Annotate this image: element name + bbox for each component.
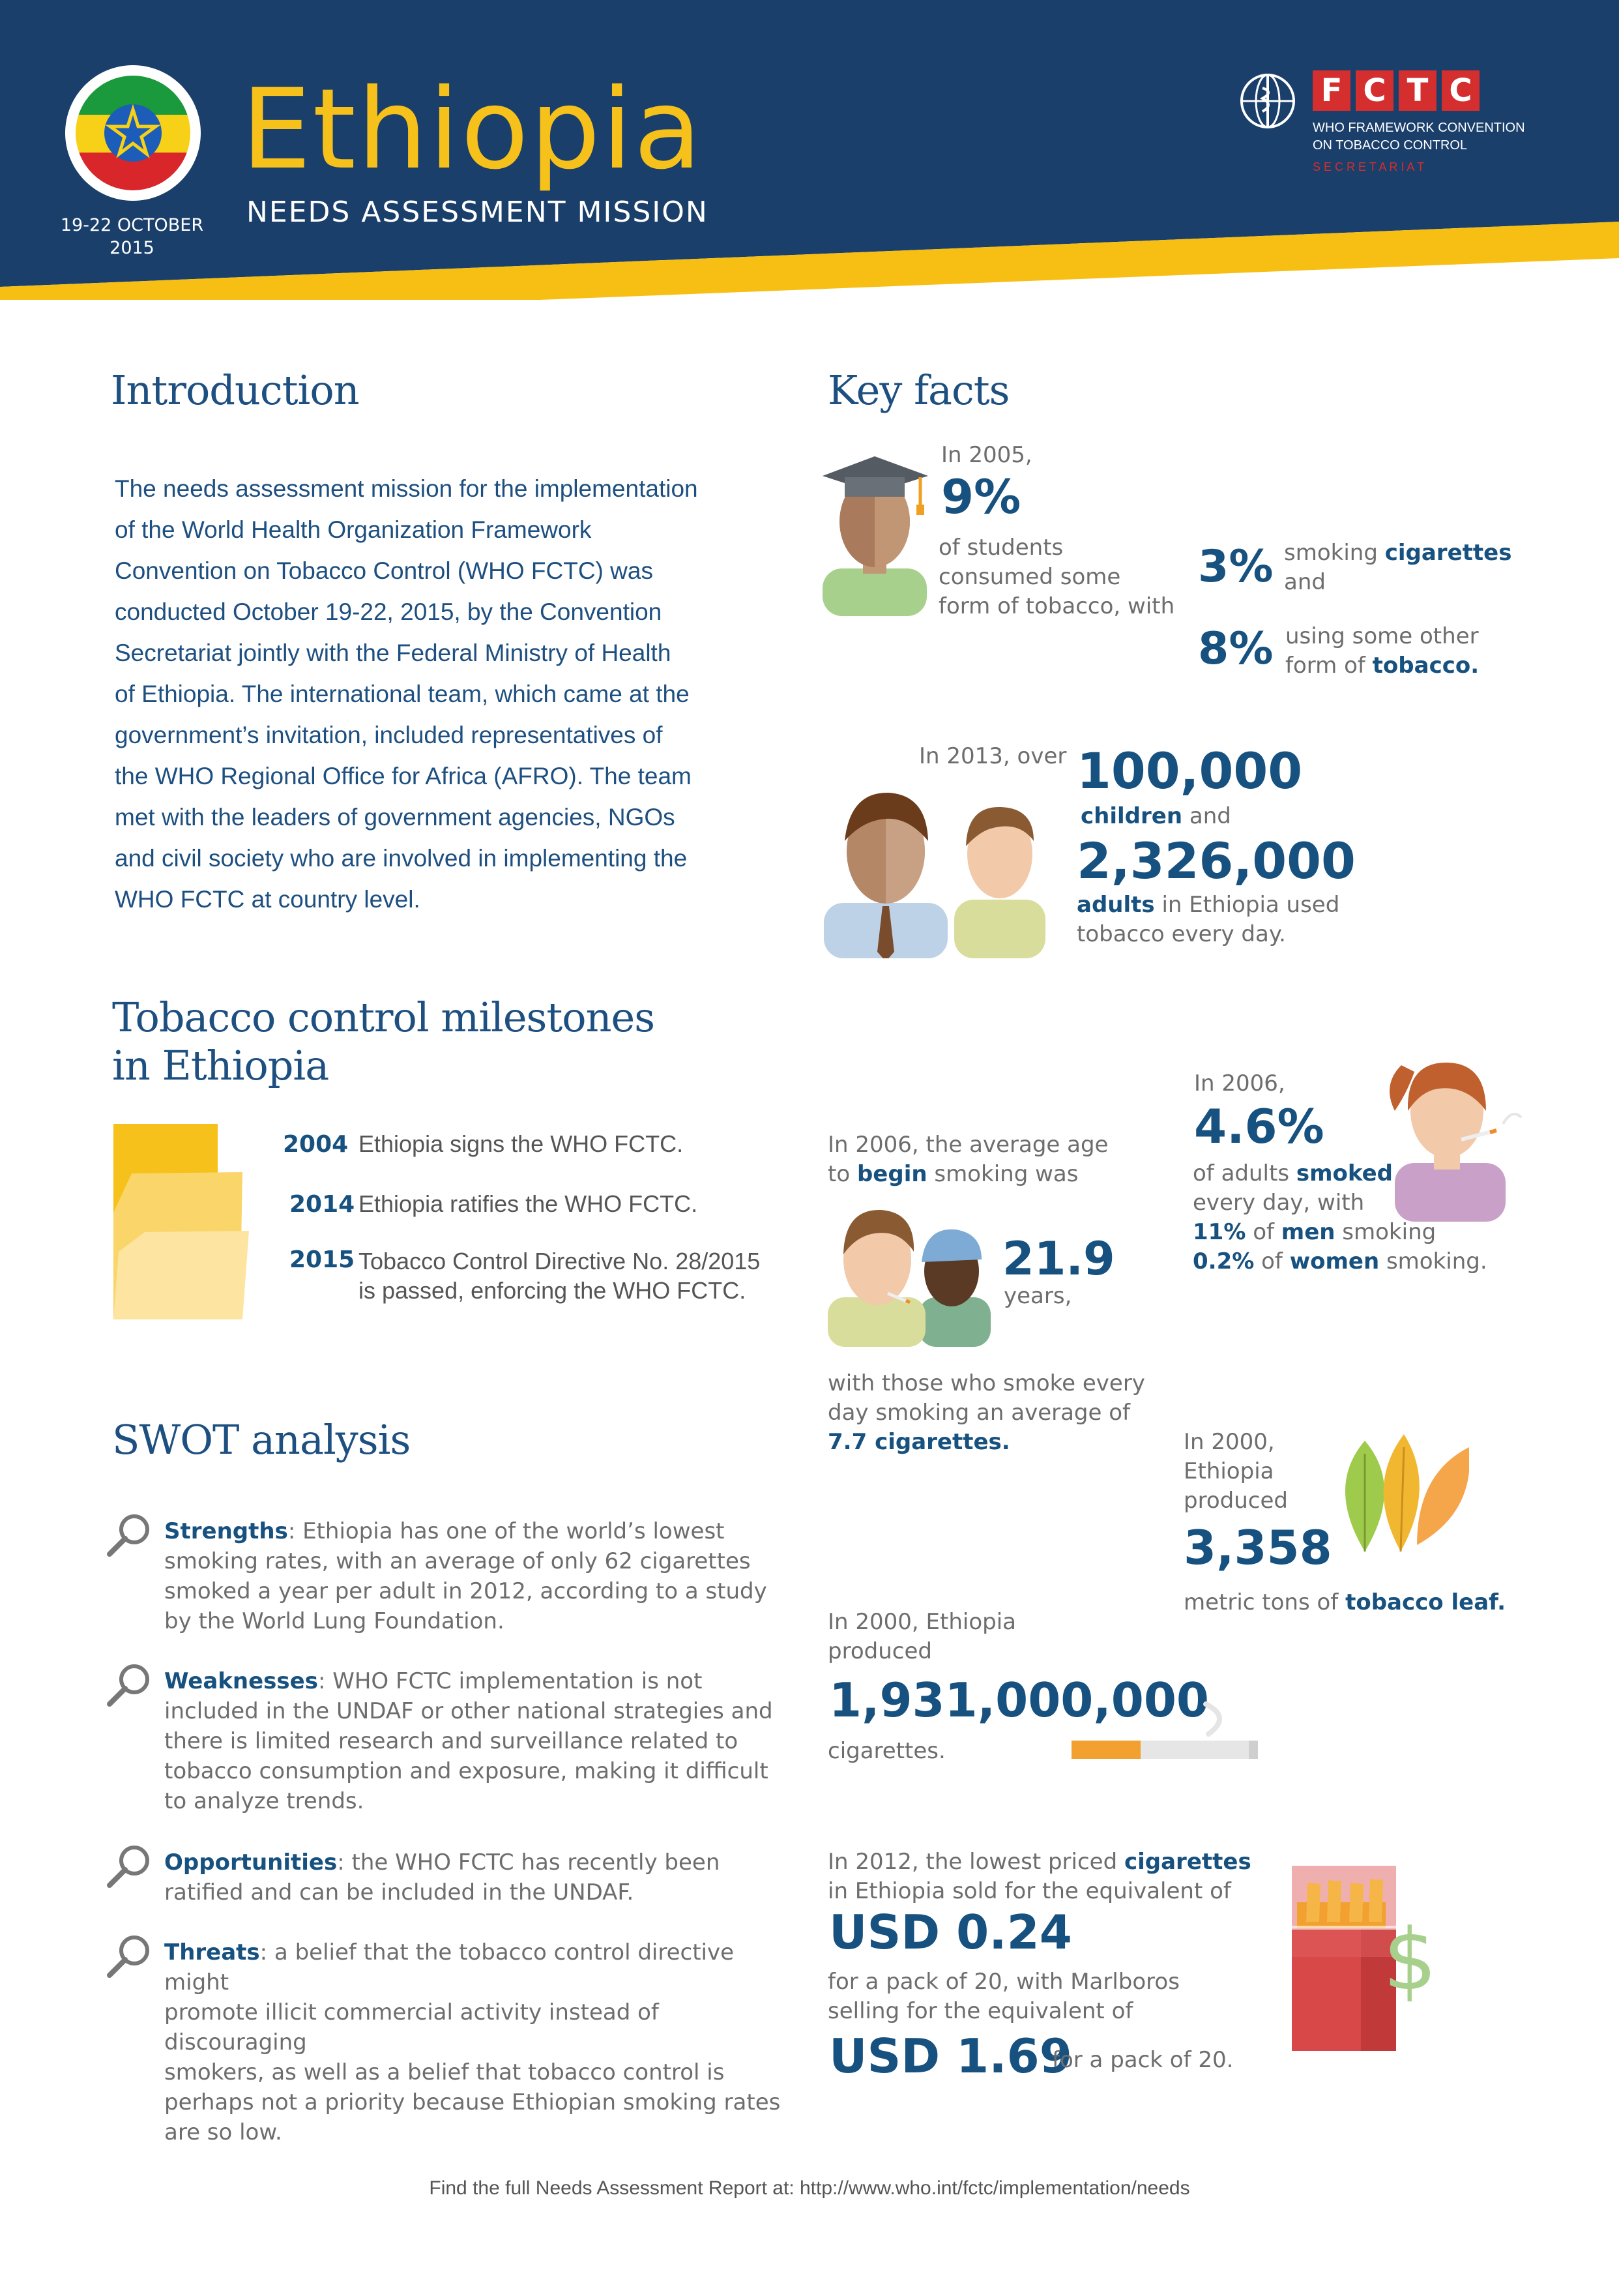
swot-line: perhaps not a priority because Ethiopian smoking rates	[164, 2089, 781, 2115]
text-emphasis: adults	[1077, 892, 1155, 918]
swot-label: Opportunities	[164, 1849, 338, 1876]
fctc-logo-line1: WHO FRAMEWORK CONVENTION	[1313, 121, 1525, 135]
milestone-item	[283, 1129, 837, 1158]
fctc-letter: T	[1399, 70, 1437, 111]
text: produced	[828, 1638, 932, 1664]
fctc-logo-letters	[1313, 70, 1480, 111]
page-subtitle: NEEDS ASSESSMENT MISSION	[246, 196, 708, 229]
fctc-logo-line3: S E C R E T A R I A T	[1313, 160, 1425, 173]
text: using some other	[1285, 623, 1479, 649]
swot-line: to analyze trends.	[164, 1788, 364, 1814]
swot-label: Strengths	[164, 1518, 288, 1544]
leaf-production-unit	[1184, 1588, 1506, 1617]
intro-line: of the World Health Organization Framework	[115, 516, 592, 543]
swot-line: smoked a year per adult in 2012, according to a study	[164, 1578, 767, 1604]
cigarette-production-unit: cigarettes.	[828, 1738, 946, 1764]
text: smoking.	[1379, 1248, 1487, 1274]
daily-cigarettes-count: 7.7 cigarettes.	[828, 1429, 1010, 1455]
mission-date	[52, 214, 212, 259]
introduction-text	[115, 468, 799, 920]
text-emphasis: begin	[856, 1161, 927, 1187]
introduction-heading: Introduction	[111, 366, 359, 414]
text-emphasis: women	[1289, 1248, 1380, 1274]
young-smokers-icon	[828, 1200, 991, 1347]
swot-heading: SWOT analysis	[112, 1416, 411, 1464]
folder-stack-icon	[112, 1121, 255, 1323]
text: day smoking an average of	[828, 1400, 1131, 1426]
swot-strengths	[164, 1516, 783, 1636]
adults-text	[1077, 890, 1339, 949]
swot-line: by the World Lung Foundation.	[164, 1608, 504, 1634]
cigarette-icon	[1072, 1698, 1267, 1769]
daily-users-year: In 2013, over	[919, 743, 1067, 769]
children-text	[1081, 802, 1231, 831]
lowest-price: USD 0.24	[829, 1905, 1072, 1960]
text: produced	[1184, 1488, 1288, 1514]
price-text-3: for a pack of 20.	[1052, 2047, 1234, 2073]
intro-line: Secretariat jointly with the Federal Ministry of Health	[115, 640, 671, 666]
text: form of	[1285, 653, 1373, 679]
text: smoking	[1335, 1219, 1437, 1245]
two-people-icon	[824, 776, 1045, 958]
text: in Ethiopia used	[1154, 892, 1340, 918]
intro-line: the WHO Regional Office for Africa (AFRO). The team	[115, 763, 692, 789]
tobacco-leaf-icon	[1339, 1428, 1469, 1558]
adults-count: 2,326,000	[1077, 832, 1356, 890]
who-emblem-icon	[1235, 68, 1300, 134]
cigarette-students-text	[1284, 538, 1511, 597]
children-count: 100,000	[1077, 742, 1303, 800]
text: of	[1246, 1219, 1281, 1245]
magnifier-icon	[104, 1511, 154, 1561]
fctc-letter: F	[1313, 70, 1350, 111]
text: In 2006, the average age	[828, 1132, 1109, 1158]
milestones-heading-line1: Tobacco control milestones	[112, 993, 655, 1041]
intro-line: met with the leaders of government agencies, NGOs	[115, 804, 675, 831]
text: with those who smoke every	[828, 1370, 1145, 1396]
milestones-heading	[112, 993, 654, 1090]
magnifier-icon	[104, 1932, 154, 1982]
page-title: Ethiopia	[241, 65, 703, 194]
text: tobacco every day.	[1077, 921, 1286, 947]
cigarette-production-text	[828, 1608, 1016, 1666]
adult-smoking-pct: 4.6%	[1194, 1099, 1324, 1154]
swot-line: : a belief that the tobacco control directive might	[164, 1939, 735, 1995]
intro-line: of Ethiopia. The international team, which came at the	[115, 681, 690, 707]
start-age-years: years,	[1004, 1283, 1072, 1309]
swot-label: Threats	[164, 1939, 260, 1965]
text: and	[1182, 803, 1231, 829]
intro-line: government’s invitation, included representatives of	[115, 722, 663, 748]
intro-line: and civil society who are involved in implementing the	[115, 845, 688, 872]
text: of	[1254, 1248, 1290, 1274]
cigarette-students-pct: 3%	[1198, 541, 1274, 593]
swot-label: Weaknesses	[164, 1668, 318, 1694]
swot-line: included in the UNDAF or other national strategies and	[164, 1698, 773, 1724]
text: In 2000, Ethiopia	[828, 1609, 1016, 1635]
students-line: of students	[939, 535, 1064, 561]
start-age-text	[828, 1130, 1108, 1189]
footer-link-text[interactable]: Find the full Needs Assessment Report at: http://www.who.int/fctc/implementation/needs	[429, 2177, 1190, 2199]
swot-line: promote illicit commercial activity instead of discouraging	[164, 1999, 659, 2055]
men-smoking-pct: 11%	[1193, 1219, 1246, 1245]
milestone-year: 2014	[289, 1191, 355, 1218]
adult-smoking-year: In 2006,	[1194, 1070, 1285, 1096]
text: smoking was	[927, 1161, 1079, 1187]
text: Ethiopia	[1184, 1458, 1274, 1484]
marlboro-price: USD 1.69	[829, 2029, 1072, 2083]
swot-line: : Ethiopia has one of the world’s lowest	[287, 1518, 725, 1544]
text: smoking	[1284, 540, 1385, 566]
ethiopia-flag-emblem	[65, 65, 201, 201]
fctc-logo-line2: ON TOBACCO CONTROL	[1313, 138, 1468, 153]
milestone-year: 2015	[289, 1246, 355, 1273]
fctc-letter: C	[1356, 70, 1393, 111]
students-pct: 9%	[941, 469, 1021, 524]
text: In 2000,	[1184, 1429, 1275, 1455]
text: every day, with	[1193, 1190, 1365, 1216]
students-text	[939, 533, 1174, 621]
milestones-heading-line2: in Ethiopia	[112, 1042, 329, 1089]
students-line: form of tobacco, with	[939, 593, 1175, 619]
swot-line: : the WHO FCTC has recently been	[337, 1849, 720, 1876]
swot-line: there is limited research and surveillance related to	[164, 1728, 738, 1754]
magnifier-icon	[104, 1661, 154, 1711]
students-year: In 2005,	[941, 442, 1032, 468]
students-line: consumed some	[939, 564, 1121, 590]
text-emphasis: cigarettes	[1124, 1849, 1251, 1875]
text: selling for the equivalent of	[828, 1998, 1133, 2024]
daily-cigarettes-text	[828, 1369, 1145, 1457]
milestone-text: Tobacco Control Directive No. 28/2015	[358, 1248, 761, 1274]
intro-line: Convention on Tobacco Control (WHO FCTC) was	[115, 557, 653, 584]
key-facts-heading: Key facts	[828, 366, 1010, 414]
text-emphasis: men	[1281, 1219, 1335, 1245]
dollar-icon: $	[1383, 1910, 1437, 2009]
women-smoking-pct: 0.2%	[1193, 1248, 1255, 1274]
text: In 2012, the lowest priced	[828, 1849, 1124, 1875]
intro-line: WHO FCTC at country level.	[115, 886, 420, 913]
intro-line: The needs assessment mission for the implementation	[115, 475, 698, 502]
fctc-letter: C	[1442, 70, 1480, 111]
intro-line: conducted October 19-22, 2015, by the Convention	[115, 598, 662, 625]
text-emphasis: children	[1081, 803, 1183, 829]
milestone-text: Ethiopia ratifies the WHO FCTC.	[358, 1190, 698, 1217]
swot-line: are so low.	[164, 2119, 282, 2145]
text-emphasis: tobacco.	[1372, 653, 1480, 679]
text: for a pack of 20, with Marlboros	[828, 1969, 1180, 1995]
milestone-text: is passed, enforcing the WHO FCTC.	[358, 1277, 746, 1304]
swot-line: : WHO FCTC implementation is not	[317, 1668, 703, 1694]
text-emphasis: cigarettes	[1384, 540, 1512, 566]
text: in Ethiopia sold for the equivalent of	[828, 1878, 1231, 1904]
text: and	[1284, 569, 1326, 595]
mission-date-line2: 2015	[109, 238, 154, 258]
swot-opportunities	[164, 1847, 783, 1907]
price-text-2	[828, 1967, 1180, 2026]
magnifier-icon	[104, 1842, 154, 1892]
leaf-production-amount: 3,358	[1184, 1520, 1332, 1575]
adult-smoking-text	[1193, 1159, 1487, 1276]
swot-weaknesses	[164, 1666, 783, 1816]
swot-line: tobacco consumption and exposure, making it difficult	[164, 1758, 768, 1784]
cigarette-production-amount: 1,931,000,000	[829, 1673, 1210, 1728]
fctc-logo-text	[1313, 119, 1525, 176]
swot-threats	[164, 1937, 783, 2147]
milestone-text: Ethiopia signs the WHO FCTC.	[358, 1130, 684, 1157]
mission-date-line1: 19-22 OCTOBER	[60, 215, 204, 235]
average-start-age: 21.9	[1002, 1232, 1115, 1286]
text-emphasis: smoked	[1296, 1160, 1393, 1186]
graduate-student-icon	[823, 450, 933, 616]
milestone-item	[289, 1246, 876, 1305]
other-tobacco-pct: 8%	[1198, 623, 1274, 675]
milestone-item	[289, 1189, 843, 1218]
leaf-production-text	[1184, 1428, 1288, 1516]
swot-line: smokers, as well as a belief that tobacco control is	[164, 2059, 725, 2085]
text: of adults	[1193, 1160, 1296, 1186]
swot-line: ratified and can be included in the UNDAF.	[164, 1879, 634, 1906]
text: metric tons of	[1184, 1589, 1346, 1615]
price-text	[828, 1847, 1251, 1906]
other-tobacco-text	[1285, 622, 1479, 681]
text: to	[828, 1161, 857, 1187]
swot-line: smoking rates, with an average of only 62 cigarettes	[164, 1548, 751, 1574]
text-emphasis: tobacco leaf.	[1345, 1589, 1506, 1615]
milestone-year: 2004	[283, 1131, 349, 1158]
